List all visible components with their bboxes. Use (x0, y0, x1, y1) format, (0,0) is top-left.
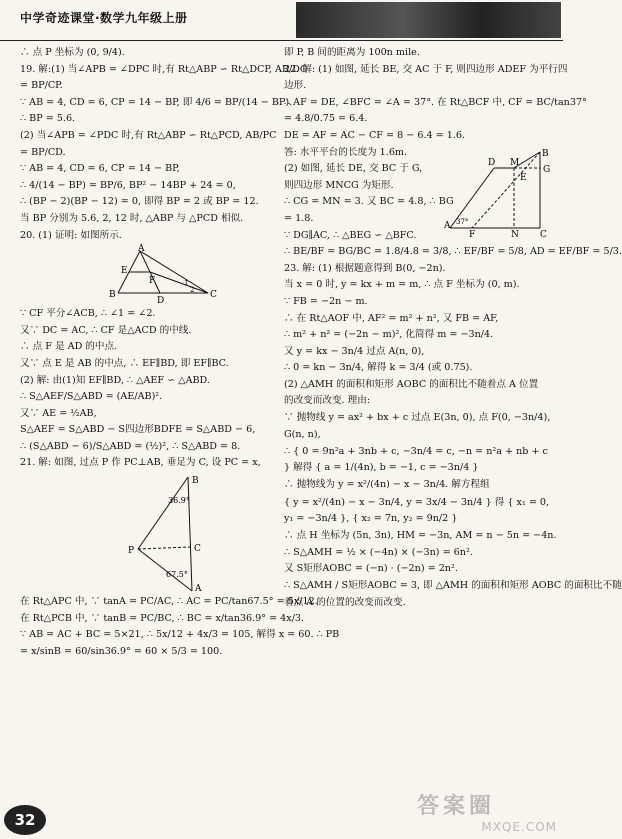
text-line: ∴ 在 Rt△AOF 中, AF² = m² + n², 又 FB = AF, (284, 312, 499, 324)
text-line: ∴ 点 H 坐标为 (5n, 3n), HM = −3n, AM = n − 5n = −4n. (284, 530, 557, 542)
text-line: 在 Rt△PCB 中, ∵ tanB = PC/BC, ∴ BC = x/tan36.9° = 4x/3. (20, 612, 305, 624)
figure-label: 2 (190, 286, 195, 295)
text-line: ∴ (S△ABD − 6)/S△ABD = (½)², ∴ S△ABD = 8. (20, 440, 241, 452)
text-line: 则四边形 MNCG 为矩形. (284, 179, 394, 191)
figure-21-triangle (20, 473, 278, 595)
text-line: ∴ 4/(14 − BP) = BP/6, BP² − 14BP + 24 = 0, (20, 179, 236, 191)
figure-label: 67.5° (166, 570, 188, 580)
text-line: 22. 解: (1) 如图, 延长 BE, 交 AC 于 F, 则四边形 ADEF 为平行四 (284, 63, 568, 75)
text-line: 当 BP 分别为 5.6, 2, 12 时, △ABP 与 △PCD 相似. (20, 212, 244, 224)
page-number: 32 (4, 805, 46, 835)
text-line: ∴ CG = MN = 3. 又 BC = 4.8, ∴ BG (284, 196, 454, 208)
figure-label: 1 (184, 279, 189, 288)
text-line: G(n, n), (284, 428, 321, 440)
text-line: ∵ DG∥AC, ∴ △BEG ∽ △BFC. (284, 229, 417, 241)
text-line: 的改变而改变. 理由: (284, 395, 371, 407)
figure-label: A (444, 221, 451, 232)
text-line: 21. 解: 如图, 过点 P 作 PC⊥AB, 垂足为 C, 设 PC = x, (20, 457, 261, 469)
text-line: 20. (1) 证明: 如图所示. (20, 229, 122, 241)
text-line: (2) 解: 由(1)知 EF∥BD, ∴ △AEF ∽ △ABD. (20, 374, 210, 386)
text-line: ∵ 抛物线 y = ax² + bx + c 过点 E(3n, 0), 点 F(0, −3n/4), (284, 412, 551, 424)
text-line: 19. 解:(1) 当∠APB = ∠DPC 时,有 Rt△ABP ∽ Rt△DCP, AB/DC (20, 63, 308, 75)
page-header (0, 0, 563, 41)
text-line: ∵ AB = 4, CD = 6, CP = 14 − BP, 即 4/6 = BP/(14 − BP). (20, 96, 293, 108)
text-line: ∴ BP = 5.6. (20, 113, 76, 125)
text-line: ∵ CF 平分∠ACB, ∴ ∠1 = ∠2. (20, 308, 156, 320)
text-line: ∴ 点 F 是 AD 的中点. (20, 341, 118, 353)
text-line: ∴ S△AMH = ½ × (−4n) × (−3n) = 6n². (284, 546, 473, 558)
figure-label: D (157, 296, 165, 307)
text-line: ∴ { 0 = 9n²a + 3nb + c, −3n/4 = c, −n = n²a + nb + c } 解得 { a = 1/(4n), b = −1, c = −3n/4 } (284, 446, 548, 474)
watermark-line-1: 答案圈 (417, 794, 496, 819)
text-line: = BP/CD. (20, 146, 66, 158)
text-line: 当 x = 0 时, y = kx + m = m, ∴ 点 F 坐标为 (0, m). (284, 279, 520, 291)
text-line: 又∵ AE = ½AB, (20, 407, 97, 419)
text-line: (2) 当∠APB = ∠PDC 时,有 Rt△ABP ∽ Rt△PCD, AB/PC (20, 129, 277, 141)
text-line: (2) △AMH 的面积和矩形 AOBC 的面积比不随着点 A 位置 (284, 378, 539, 390)
watermark-line-2: MXQE.COM (481, 820, 557, 834)
header-banner-image (296, 2, 561, 38)
figure-label: A (195, 584, 202, 595)
text-line: ∴ S△AEF/S△ABD = (AE/AB)². (20, 391, 163, 403)
text-line: ∵ AB = 4, CD = 6, CP = 14 − BP, (20, 163, 180, 175)
figure-label: B (109, 290, 116, 301)
figure-label: C (194, 544, 201, 555)
text-line: (2) 如图, 延长 DE, 交 BC 于 G, (284, 163, 423, 175)
text-line: = BP/CP. (20, 80, 63, 92)
text-line: ∴ BE/BF = BG/BC = 1.8/4.8 = 3/8, ∴ EF/BF = 5/8, AD = EF/BF = 5/3. (284, 246, 622, 258)
text-line: ∴ 点 P 坐标为 (0, 9/4). (20, 47, 125, 58)
figure-label: M (510, 158, 520, 169)
text-line: ∴ (BP − 2)(BP − 12) = 0, 即得 BP = 2 或 BP = 12. (20, 196, 259, 208)
figure-label: B (542, 149, 549, 160)
text-line: ∵ FB = −2n − m. (284, 295, 368, 307)
figure-label: N (511, 230, 519, 241)
text-line: ∴ S△AMH / S矩形AOBC = 3, 即 △AMH 的面积和矩形 AOBC 的面积比不随 (284, 580, 622, 591)
text-line: ∴ 抛物线为 y = x²/(4n) − x − 3n/4. 解方程组 (284, 479, 490, 491)
text-line: { y = x²/(4n) − x − 3n/4, y = 3x/4 − 3n/4 } 得 { x₁ = 0, y₁ = −3n/4 }, { x₂ = 7n, y₂ = 9n/2 } (284, 497, 550, 525)
figure-label: F (469, 230, 476, 241)
figure-label: D (488, 158, 496, 169)
figure-label: C (210, 290, 217, 301)
text-line: 又 S矩形AOBC = (−n) · (−2n) = 2n². (284, 563, 458, 575)
text-line: = 1.8. (284, 212, 314, 224)
figure-label: B (192, 476, 199, 487)
text-line: ∴ AF = DE, ∠BFC = ∠A = 37°. 在 Rt△BCF 中, CF = BC/tan37° (284, 96, 587, 108)
text-line: ∴ m² + n² = (−2n − m)², 化简得 m = −3n/4. (284, 329, 494, 341)
text-line: 又∵ DC = AC, ∴ CF 是△ACD 的中线. (20, 324, 192, 336)
text-line: S△AEF = S△ABD − S四边形BDFE = S△ABD − 6, (20, 424, 256, 436)
figure-22-platform (444, 148, 552, 241)
text-line: 边形. (284, 80, 307, 92)
figure-label: A (138, 244, 145, 255)
figure-label: E (121, 266, 128, 277)
text-line: DE = AF = AC − CF = 8 − 6.4 = 1.6. (284, 129, 466, 141)
text-line: 即 P, B 间的距离为 100n mile. (284, 47, 420, 58)
text-line: ∴ 0 = kn − 3n/4, 解得 k = 3/4 (或 0.75). (284, 362, 473, 374)
figure-label: G (543, 165, 551, 176)
text-line: = 4.8/0.75 = 6.4. (284, 113, 368, 125)
text-line: 在 Rt△APC 中, ∵ tanA = PC/AC, ∴ AC = PC/tan67.5° = 5x/12. (20, 596, 318, 608)
watermark (417, 789, 557, 835)
text-line: 又 y = kx − 3n/4 过点 A(n, 0), (284, 345, 425, 357)
text-line: 答: 水平平台的长度为 1.6m. (284, 146, 408, 158)
figure-label: E (520, 173, 527, 184)
figure-20-triangle (20, 245, 278, 307)
figure-label: P (128, 546, 135, 557)
text-line: 着点 A 的位置的改变而改变. (284, 596, 406, 608)
text-line: ∵ AB = AC + BC = 5×21, ∴ 5x/12 + 4x/3 = 105, 解得 x = 60. ∴ PB (20, 629, 340, 641)
figure-label: 37° (456, 218, 469, 227)
text-line: 又∵ 点 E 是 AB 的中点, ∴ EF∥BD, 即 EF∥BC. (20, 357, 229, 369)
text-line: 23. 解: (1) 根据题意得到 B(0, −2n). (284, 262, 446, 274)
text-line: = x/sinB = 60/sin36.9° = 60 × 5/3 = 100. (20, 645, 223, 657)
book-title: 中学奇迹课堂·数学九年级上册 (20, 11, 188, 25)
figure-label: F (149, 276, 156, 287)
figure-label: C (540, 230, 547, 241)
right-column (284, 46, 622, 612)
figure-label: 36.9° (168, 496, 190, 506)
